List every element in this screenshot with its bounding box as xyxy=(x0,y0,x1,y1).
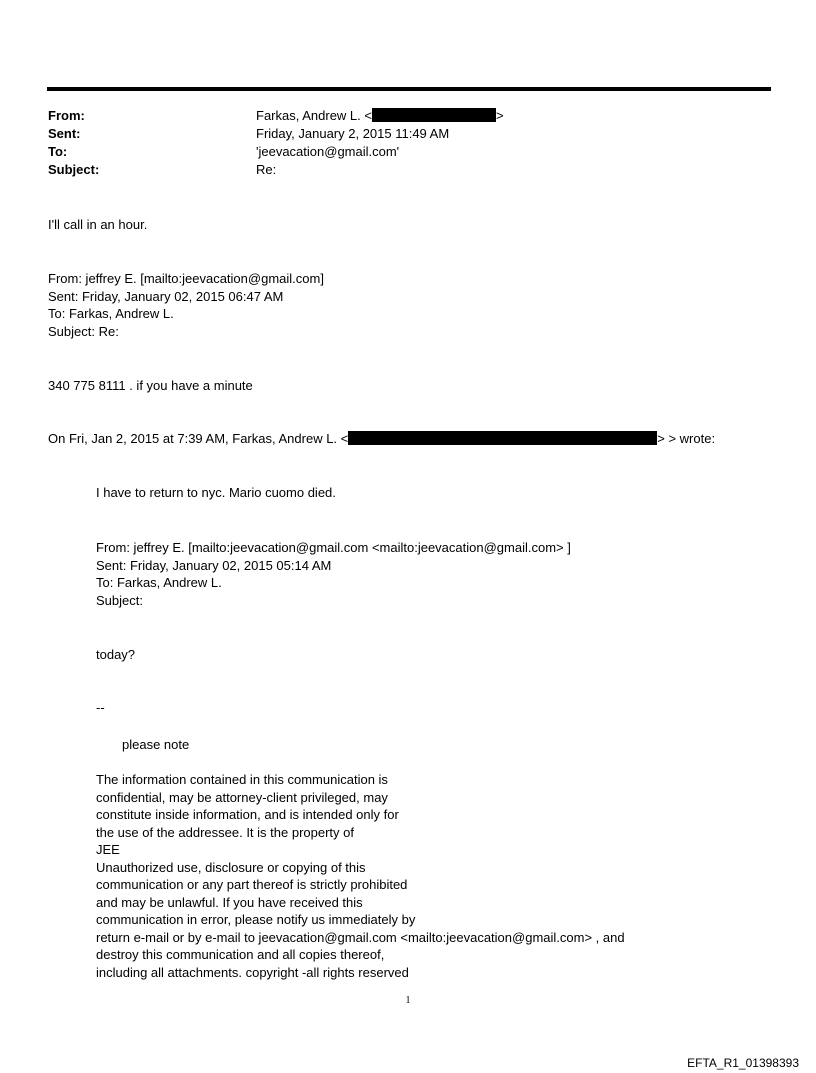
quoted-from-1: From: jeffrey E. [mailto:jeevacation@gmail.com] xyxy=(48,271,324,286)
quoted-sent-1: Sent: Friday, January 02, 2015 06:47 AM xyxy=(48,288,284,304)
sent-value: Friday, January 2, 2015 11:49 AM xyxy=(256,126,450,141)
quoted-to-2: To: Farkas, Andrew L. xyxy=(96,575,222,590)
disclaimer-line: including all attachments. copyright -all rights reserved xyxy=(96,964,409,980)
disclaimer-line: JEE xyxy=(96,842,120,857)
disclaimer-line: and may be unlawful. If you have received this xyxy=(96,894,363,910)
from-value xyxy=(256,107,504,125)
disclaimer-line: communication or any part thereof is strictly prohibited xyxy=(96,877,408,892)
page-number: 1 xyxy=(405,995,411,1006)
please-note: please note xyxy=(122,737,190,752)
on-wrote-prefix: On Fri, Jan 2, 2015 at 7:39 AM, Farkas, Andrew L. < xyxy=(48,431,349,446)
quoted-from-2: From: jeffrey E. [mailto:jeevacation@gmail.com <mailto:jeevacation@gmail.com> ] xyxy=(96,540,571,555)
disclaimer-line: constitute inside information, and is intended only for xyxy=(96,807,399,822)
quoted-to-1: To: Farkas, Andrew L. xyxy=(48,306,174,321)
from-close: > xyxy=(495,108,504,123)
redaction-bar xyxy=(372,108,496,122)
on-wrote-line xyxy=(48,430,715,448)
to-value: 'jeevacation@gmail.com' xyxy=(256,144,400,159)
sent-label: Sent: xyxy=(48,126,81,141)
bates-number: EFTA_R1_01398393 xyxy=(687,1056,799,1070)
header-to-row xyxy=(48,143,748,161)
header-from-row xyxy=(48,107,748,125)
today-line: today? xyxy=(96,647,136,662)
subject-label: Subject: xyxy=(48,162,100,177)
redaction-bar xyxy=(348,431,657,445)
disclaimer-line: the use of the addressee. It is the property of xyxy=(96,824,354,840)
from-name: Farkas, Andrew L. < xyxy=(256,108,372,123)
disclaimer-line: confidential, may be attorney-client privileged, may xyxy=(96,789,388,805)
disclaimer-line: The information contained in this communication is xyxy=(96,772,388,787)
disclaimer-line: destroy this communication and all copies thereof, xyxy=(96,947,385,962)
nyc-line: I have to return to nyc. Mario cuomo died. xyxy=(96,485,336,500)
header-sent-row xyxy=(48,125,748,143)
header-rule xyxy=(47,87,771,91)
signature-dashes: -- xyxy=(96,700,105,715)
from-label: From: xyxy=(48,108,85,123)
quoted-subject-2: Subject: xyxy=(96,592,143,608)
subject-value: Re: xyxy=(256,162,277,177)
header-subject-row xyxy=(48,161,748,179)
on-wrote-suffix: > > wrote: xyxy=(657,431,716,446)
disclaimer-line: Unauthorized use, disclosure or copying of this xyxy=(96,859,366,875)
disclaimer-line: return e-mail or by e-mail to jeevacation@gmail.com <mailto:jeevacation@gmail.com> , and xyxy=(96,929,625,945)
phone-line: 340 775 8111 . if you have a minute xyxy=(48,378,253,393)
quoted-subject-1: Subject: Re: xyxy=(48,323,119,339)
quoted-sent-2: Sent: Friday, January 02, 2015 05:14 AM xyxy=(96,557,332,573)
disclaimer-line: communication in error, please notify us immediately by xyxy=(96,912,416,927)
to-label: To: xyxy=(48,144,68,159)
body-reply-line: I'll call in an hour. xyxy=(48,217,148,232)
